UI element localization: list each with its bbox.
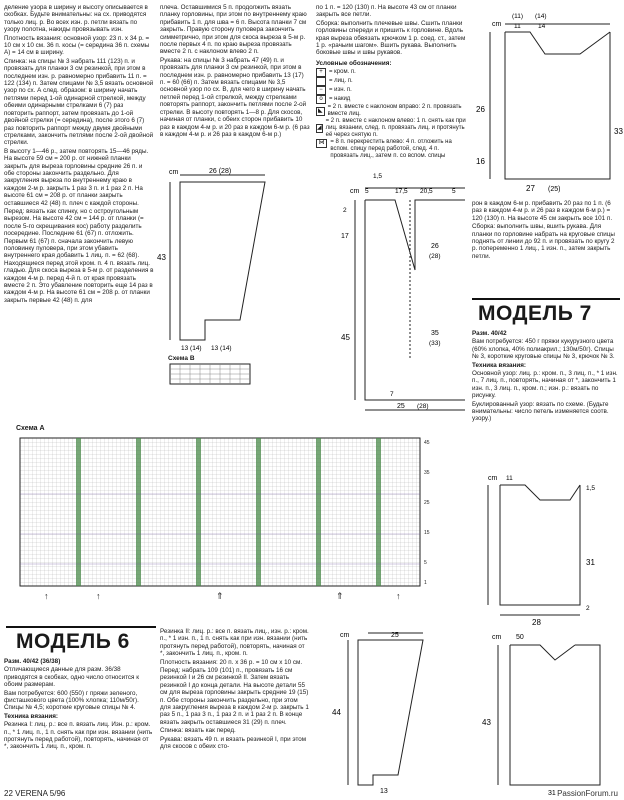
- body-dim-1: 1,5: [373, 173, 383, 180]
- svg-text:↑: ↑: [396, 591, 401, 601]
- col1-p4: В высоту 1—46 р., затем повторять 15—46 ряды. На высоте 59 см = 200 р. от нижней планки закрыть для выреза горловины средние 26 п. и обе стороны закончить раздельно. Для закругления выреза по внутреннему краю в каждом 2-м р. закрыть 1 раз 3 п. и 1 раз 2 п. На высоте 61 см = 208 р. от планки закрыть оставшиеся 42 (48) п. плеч с каждой стороны.: [4, 147, 149, 207]
- sleeve-schematic: [170, 175, 265, 340]
- schema-b-grid: [168, 362, 258, 388]
- m6r-top: 50: [516, 634, 524, 641]
- model6-size: Разм. 40/42 (36/38): [4, 658, 61, 665]
- m7-h1: 26: [476, 105, 485, 114]
- column-3: [316, 4, 466, 160]
- model7-title: МОДЕЛЬ 7: [478, 302, 592, 325]
- sleeve-bottom-1: 13 (14): [181, 345, 202, 352]
- m6r-height: 43: [482, 718, 491, 727]
- m6r-cm-label: cm: [492, 634, 502, 641]
- col1-p2: Плотность вязания: основной узор: 23 п. х 34 р. = 10 см х 10 см. 36 п. косы (= середина 36 п. схемы А) = 14 см в ширину.: [4, 34, 150, 57]
- svg-text:35: 35: [424, 470, 430, 476]
- legend-item: ◢ = 2 п. вместе с наклоном влево: 1 п. снять как при лиц. вязании, след. п. провязать лиц. и протянуть её через снятую п.: [317, 118, 466, 139]
- schematic-model6-left: [318, 625, 468, 795]
- model7-tech2: Буклированный узор: вязать по схеме. (Будьте внимательны: число петель изменяется соотв. узору.): [472, 400, 609, 423]
- svg-text:25: 25: [424, 500, 430, 506]
- model7-need: Вам потребуется: 450 г пряжи кукурузного цвета (60% хлопка, 40% полиакрил.; 130м/50г). Спицы № 3, короткие круговые спицы № 3, крючок № 3.: [472, 338, 615, 361]
- col3-p1: по 1 п. = 120 (130) п. На высоте 43 см от планки закрыть все петли.: [316, 4, 457, 19]
- col2-p2: Рукава: на спицы № 3 набрать 47 (49) п. и провязать для планки 3 см резинкой, при этом в последнем изн. р. равномерно прибавить 13 (17) п. = 60 (66) п. Затем вязать спицами № 3,5 основной узор по сх. В, для чего в ширину начать петлей перед 1-ой стрелкой, между стрелками повторять раппорт, закончить петлями после 2-ой стрелки. В высоту повторять 1—8 р. Для скосов, начиная от планки, с обеих сторон прибавить 10 раз в каждом 4-м р. и 20 раз в каждом 6-м р. (6 раз в каждом 4-м р. и 26 раз в каждом 6-м р.): [160, 56, 310, 138]
- model6-info: [4, 658, 154, 752]
- m7-b1: 27: [526, 184, 535, 193]
- model6-title: МОДЕЛЬ 6: [16, 630, 130, 653]
- model6-tech1: Резинка I: лиц. р.: все п. вязать лиц. Изн. р.: кром. п., * 1 лиц. п., 1 п. снять как при изн. вязании (нить протянуть перед работой), повторять, начиная от *, закончить 1 лиц. п., кром. п.: [4, 721, 153, 751]
- m7-t3: 11: [514, 23, 521, 30]
- m7-t1: (11): [512, 13, 524, 20]
- column-2: [160, 4, 310, 139]
- edge-stitch-icon: +: [316, 68, 326, 77]
- model7-info: [472, 330, 620, 424]
- svg-text:45: 45: [424, 440, 430, 446]
- legend: [316, 60, 466, 160]
- svg-text:5: 5: [424, 560, 427, 566]
- sleeve-top-width: 26 (28): [209, 168, 232, 175]
- body-bottom-2: (28): [417, 403, 429, 410]
- body-h-7: (33): [429, 340, 441, 347]
- col1-p1: деление узора в ширину и высоту описывается в скобках. Будьте внимательны: на сх. приводятся только лиц. р. Во всех изн. р. петли вязать по узору полотна, накиды провязывать изн.: [4, 4, 148, 34]
- m6l-height: 44: [332, 708, 341, 717]
- knit-stitch-icon: [316, 77, 326, 86]
- m7mid-b2: 2: [586, 605, 590, 612]
- schema-a-grid: [16, 434, 456, 604]
- body-dim-2: 5: [365, 188, 369, 195]
- svg-text:⇑: ⇑: [336, 591, 344, 601]
- column-1: [4, 4, 154, 305]
- body-dim-4: 20,5: [420, 188, 433, 195]
- schematic-model7-top: [470, 4, 623, 194]
- m6l-bottom: 13: [380, 788, 388, 795]
- col4-p1: рон в каждом 6-м р. прибавить 20 раз по 1 п. (6 раз в каждом 4-м р. и 26 раз в каждом 6-м р.) = 120 (130) п. На высоте 45 см закрыть все 101 п.: [472, 200, 613, 222]
- legend-item: + = кром. п.: [316, 68, 466, 77]
- m7mid-t1: 11: [506, 475, 513, 482]
- body-dim-3: 17,5: [395, 188, 408, 195]
- svg-text:⇑: ⇑: [216, 591, 224, 601]
- sleeve-bottom-2: 13 (14): [211, 345, 232, 352]
- schema-b: [168, 355, 258, 393]
- m7mid-h2: 1,5: [586, 485, 596, 492]
- body-h-4: (28): [429, 253, 441, 260]
- body-h-5: 45: [341, 333, 350, 342]
- model6-need: Вам потребуется: 600 (550) г пряжи зеленого, фисташкового цвета (100% хлопка; 110м/50г). Спицы № 4,5; короткие круговые спицы № 4.: [4, 689, 139, 712]
- schematic-model6-right: [470, 625, 620, 795]
- m6r-bottom: 31: [548, 790, 556, 797]
- svg-text:↑: ↑: [44, 591, 49, 601]
- body-bottom-1: 25: [397, 403, 405, 410]
- svg-text:15: 15: [424, 530, 430, 536]
- model6-back: Спинка: вязать как перед.: [160, 727, 236, 735]
- m6l-top: 25: [391, 632, 399, 639]
- col1-p5: Перед: вязать как спинку, но с остроугольным вырезом. На высоте 42 см = 144 р. от планки (= после 5-го скрещивания кос) работу разделить посередине. Последние 61 (67) п. отложить. Первым 61 (67) п. сначала закончить левую половинку пуловера, при этом убавить внутреннего края добавить 1 лиц. п. = 62 (68). Находящиеся перед этой кром. п. 4 п. вязать лиц. гладью. Для скоса выреза в 5-м р. от разделения в каждом 4-м р. перед 4-й п. от края провязать вместе 2 п. Это убавление повторить еще 14 раз в каждом 4-м р. На высоте 61 см = 208 р. от планки закрыть первые 42 (48) п. для: [4, 207, 154, 304]
- m7mid-b1: 28: [532, 618, 541, 627]
- m7-t4: 14: [538, 23, 546, 30]
- body-h-1: 2: [343, 207, 347, 214]
- col1-p3: Спинка: на спицы № 3 набрать 111 (123) п. и провязать для планки 3 см резинкой, при этом в последнем изн. р. равномерно прибавить 11 п. = 122 (134) п. Затем спицами № 3,5 вязать основной узор по сх. А след. образом: в ширину начать петлями перед 1-ой одинарной стрелкой, между обеими одинарными стрелками 6 (7) раз повторить раппорт, затем провязать до 1-ой двойной стрелки (= середина), после этого 6 (7) раз повторить раппорт между двумя двойными стрелками, закончить петлями после 2-ой двойной стрелки.: [4, 57, 154, 147]
- yarn-over-icon: o: [316, 95, 326, 104]
- schema-a-title: Схема А: [16, 425, 45, 432]
- m7-h3: 33: [614, 127, 623, 136]
- m7-cm-label: cm: [492, 21, 502, 28]
- model7-size: Разм. 40/42: [472, 330, 507, 337]
- model7-tech1: Основной узор: лиц. р.: кром. п., 3 лиц. п., * 1 изн. п., 7 лиц. п., повторять, начиная от *, закончить 1 изн. п., 3 лиц. п., кром. п.; изн. р.: вязать по рисунку.: [472, 370, 618, 400]
- m7mid-h1: 31: [586, 558, 595, 567]
- sleeve-cm-label: cm: [169, 169, 179, 176]
- model6-sleeve: Рукава: вязать 49 п. и вязать резинкой I, при этом для скосов с обеих сто-: [160, 735, 307, 751]
- legend-item: o = накид: [316, 95, 466, 104]
- model7-tech-title: Техника вязания:: [472, 361, 526, 369]
- m6l-cm-label: cm: [340, 632, 350, 639]
- body-h-3: 26: [431, 243, 439, 250]
- m7-h2: 16: [476, 157, 485, 166]
- legend-item: = лиц. п.: [316, 77, 466, 86]
- body-schematic: [355, 188, 465, 410]
- cable-cross-icon: ⋈: [316, 139, 327, 148]
- schema-b-title: Схема В: [168, 355, 195, 362]
- m7mid-cm-label: cm: [488, 475, 498, 482]
- dec-right-icon: ◣: [317, 107, 323, 114]
- body-h-6: 35: [431, 330, 439, 337]
- page-footer: 22 VERENA 5/96: [4, 789, 66, 798]
- m7-b2: (25): [548, 186, 561, 193]
- legend-item: − = изн. п.: [316, 86, 466, 95]
- col4-p2: Сборка: выполнить швы, вшить рукава. Для планки по горловине набрать на круговые спицы поднять от линии до 92 п. и провязать по кругу 2 р. попеременно 1 лиц., 1 изн. п., затем закрыть петли.: [472, 223, 615, 260]
- purl-stitch-icon: −: [316, 86, 326, 95]
- watermark: PassionForum.ru: [557, 789, 618, 798]
- model6-tech-title: Техника вязания:: [4, 712, 58, 720]
- body-dim-5: 5: [452, 188, 456, 195]
- column-4: [472, 200, 620, 261]
- model6-tech2: Резинка II: лиц. р.: все п. вязать лиц., изн. р.: кром. п., * 1 изн. п., 1 п. снять как при изн. вязании (нить протянуть перед работой), повторять, начиная от *, закончить 1 лиц. п., кром. п.: [160, 628, 309, 658]
- legend-item: ⋈ = 8 п. перекрестить влево: 4 п. отложить на вспом. спицу перед работой, след. 4 п. провязать лиц., затем п. со вспом. спицы: [316, 139, 466, 160]
- schema-a: [16, 425, 456, 609]
- body-h-2: 17: [341, 233, 349, 240]
- sleeve-height: 43: [157, 253, 166, 262]
- m7-t2: (14): [535, 13, 547, 20]
- dec-left-icon: ◢: [317, 125, 322, 132]
- model6-column-2: [160, 628, 310, 752]
- svg-text:1: 1: [424, 580, 427, 586]
- col3-p2: Сборка: выполнить плечевые швы. Сшить планки горловины спереди и пришить к горловине. Вдоль края выреза обвязать крючком 1 р. соед. ст., затем 1 р. «рачьим шагом». Вшить рукава. Выполнить боковые швы и швы рукавов.: [316, 19, 466, 57]
- schematic-model7-mid: [470, 460, 620, 630]
- body-cm-label: cm: [350, 188, 360, 195]
- col2-p1: плеча. Оставшимися 5 п. продолжить вязать планку горловины, при этом по внутреннему краю прибавить 1 п. для шва = 6 п. Высота планки 7 см закрыть. Правую сторону пуловера закончить симметрично, при этом для скоса выреза в 5-м р. после первых 4 п. по краю выреза провязать вместе 2 п. с наклоном влево 2 п.: [160, 4, 307, 56]
- svg-text:↑: ↑: [96, 591, 101, 601]
- legend-item: ◣ = 2 п. вместе с наклоном вправо: 2 п. провязать вместе лиц.: [317, 104, 462, 118]
- divider-model6: [6, 626, 156, 628]
- divider-model7: [472, 298, 620, 300]
- model6-density: Плотность вязания: 20 п. х 36 р. = 10 см х 10 см.: [160, 658, 303, 666]
- legend-title: Условные обозначения:: [316, 59, 392, 67]
- model6-sizes-note: Отличающиеся данные для разм. 36/38 приводятся в скобках, одно число относится к обоим размерам.: [4, 666, 139, 689]
- body-h-8: 7: [390, 391, 394, 398]
- model6-front: Перед: набрать 109 (101) п., провязать 16 см резинкой I и 26 см резинкой II. Затем вязать резинкой I до конца детали. На высоте детали 55 см для выреза горловины закрыть средние 19 (15) п. Обе стороны закончить раздельно, при этом для закругления выреза в каждом 2-м р. закрыть 1 раз 5 п., 1 раз 3 п., 1 раз 2 п. и 1 раз 2 п. В конце вязать закрыть оставшиеся 31 (29) п. плеч.: [160, 667, 309, 726]
